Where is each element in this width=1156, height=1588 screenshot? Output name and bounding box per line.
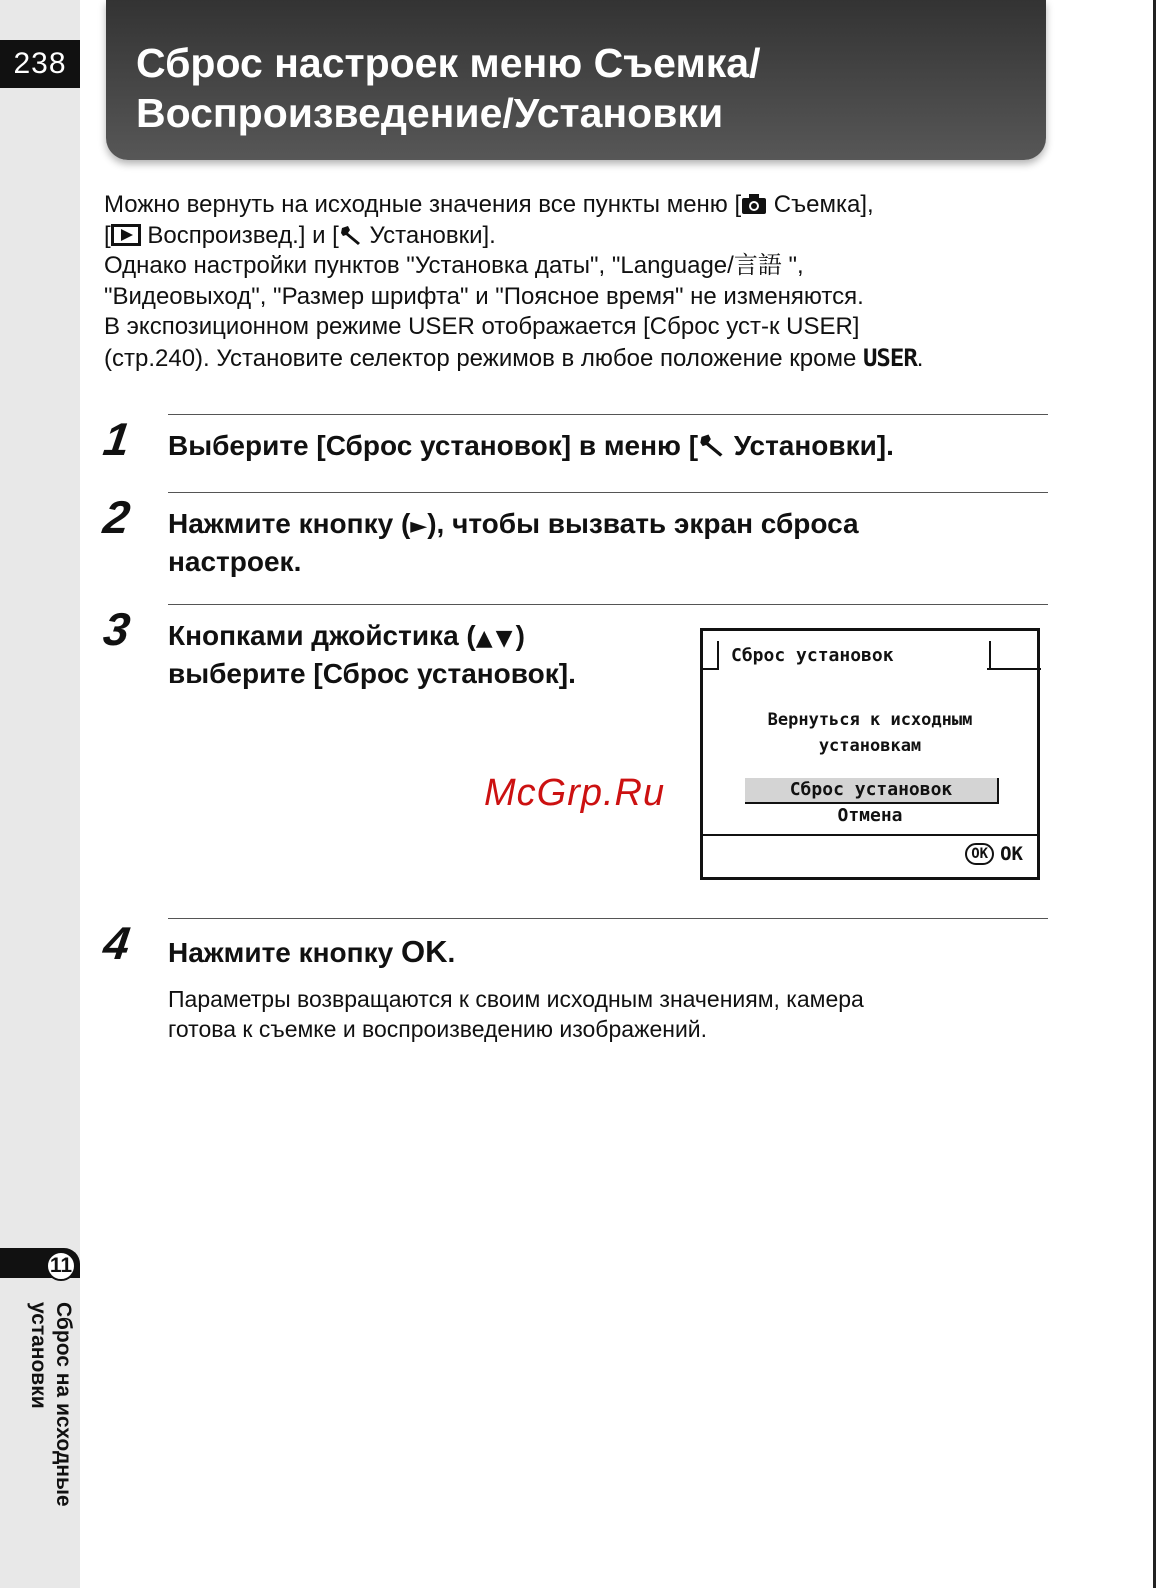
intro-text-segment: Воспроизвед.] и [ — [140, 221, 339, 249]
chapter-label — [26, 1302, 76, 1552]
intro-line-1 — [104, 190, 1064, 221]
intro-text-segment: Съемка], — [767, 191, 874, 218]
step-text-segment: настроек. — [168, 546, 302, 577]
step-text-segment: ) — [515, 620, 525, 651]
step-desc-line: готова к съемке и воспроизведению изображений. — [168, 1016, 708, 1042]
step-desc-line: Параметры возвращаются к своим исходным значениям, камера — [168, 986, 864, 1012]
up-down-arrow-icons: ▲▼ — [475, 626, 516, 651]
ok-button-label: OK — [400, 934, 448, 969]
intro-line-4: "Видеовыход", "Размер шрифта" и "Поясное время" не изменяются. — [104, 282, 864, 310]
screen-option-cancel[interactable]: Отмена — [837, 805, 903, 826]
step-text-segment: выберите [Сброс установок]. — [168, 658, 576, 689]
intro-text-segment: (стр.240). Установите селектор режимов в любое положение кроме — [104, 344, 863, 372]
wrench-icon — [698, 432, 726, 458]
right-arrow-icon: ► — [410, 514, 428, 539]
screen-message-line: Вернуться к исходным — [767, 710, 973, 730]
step-2-text — [168, 506, 859, 579]
chapter-number: 11 — [46, 1251, 76, 1281]
chapter-label-line: Сброс на исходные — [52, 1302, 75, 1507]
ok-button-icon: OK — [965, 843, 994, 865]
intro-text-segment: Можно вернуть на исходные значения все пункты меню [ — [104, 191, 742, 218]
step-text-segment: Кнопками джойстика ( — [168, 620, 476, 651]
watermark: McGrp.Ru — [484, 772, 666, 814]
screen-message-line: установкам — [818, 736, 922, 756]
title-line-2: Воспроизведение/Установки — [136, 90, 724, 136]
step-text-segment: ), чтобы вызвать экран сброса — [427, 508, 859, 539]
playback-icon — [111, 224, 141, 246]
step-text-segment: Установки]. — [726, 430, 894, 461]
intro-text-segment: [ — [104, 221, 111, 249]
step-text-segment: Нажмите кнопку ( — [168, 508, 411, 539]
user-mode-label: USER — [862, 343, 917, 372]
screen-ok-label: OK — [1000, 843, 1023, 865]
intro-text — [104, 190, 1064, 374]
step-divider — [168, 492, 1048, 493]
camera-icon — [741, 193, 767, 215]
wrench-icon — [339, 224, 363, 246]
intro-text-segment: Установки]. — [362, 221, 496, 249]
step-4-description — [168, 984, 1018, 1044]
screen-ok-hint — [965, 842, 1023, 866]
intro-line-3: Однако настройки пунктов "Установка даты", "Language/言語 ", — [104, 252, 804, 279]
intro-line-2 — [104, 221, 1064, 252]
chapter-label-line: установки — [27, 1302, 50, 1409]
step-number-2: 2 — [100, 491, 134, 543]
intro-line-6 — [104, 343, 1064, 375]
screen-option-reset[interactable]: Сброс установок — [745, 778, 999, 804]
screen-bottom-divider — [703, 834, 1037, 836]
step-divider — [168, 604, 1048, 605]
page-number: 238 — [0, 40, 80, 88]
step-number-3: 3 — [100, 603, 134, 655]
intro-text-segment: . — [916, 344, 924, 372]
step-divider — [168, 918, 1048, 919]
step-number-1: 1 — [100, 413, 134, 465]
intro-line-5: В экспозиционном режиме USER отображается [Сброс уст-к USER] — [104, 313, 860, 340]
screen-title: Сброс установок — [731, 645, 894, 666]
title-line-1: Сброс настроек меню Съемка/ — [136, 40, 761, 86]
reset-screen-illustration — [700, 628, 1040, 880]
step-divider — [168, 414, 1048, 415]
step-text-segment: . — [447, 937, 456, 968]
step-text-segment: Нажмите кнопку — [168, 937, 401, 968]
step-text-segment: Выберите [Сброс установок] в меню [ — [168, 430, 699, 461]
step-number-4: 4 — [100, 917, 134, 969]
page-title — [136, 38, 1036, 138]
screen-message — [703, 707, 1037, 759]
step-1-text — [168, 428, 894, 463]
screen-tab-line — [987, 668, 1041, 670]
step-4-text — [168, 934, 455, 970]
step-3-text — [168, 618, 576, 691]
screen-tab-line — [703, 668, 719, 670]
